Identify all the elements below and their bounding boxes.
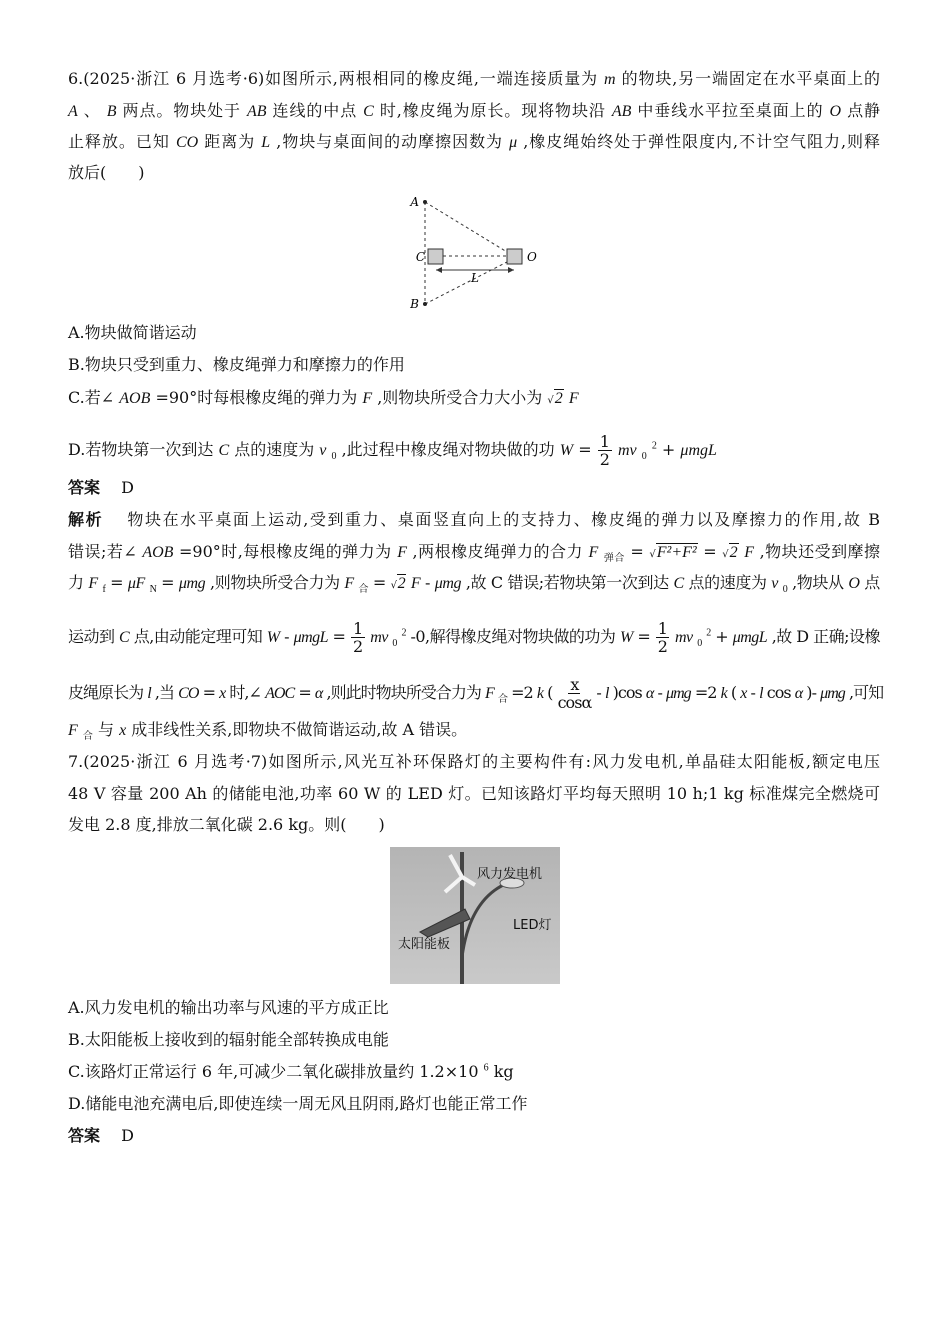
subscript: 0 (782, 584, 788, 596)
text-line (68, 573, 880, 596)
text-run: A.风力发电机的输出功率与风速的平方成正比 (68, 998, 389, 1017)
math-symbol: v (771, 575, 779, 592)
superscript: 6 (483, 1062, 489, 1074)
text-run: A.物块做简谐运动 (68, 323, 197, 342)
math-symbol: x (119, 722, 127, 739)
math-symbol: μmg (666, 685, 691, 702)
text-run: + (661, 440, 676, 459)
numerator: 1 (352, 619, 363, 638)
text-run: ,则此时物块所受合力为 (326, 683, 486, 702)
radical-sign-icon: √ (547, 395, 554, 406)
text-run: ( (547, 683, 553, 702)
math-symbol: CO (178, 685, 199, 702)
math-symbol: k (720, 685, 727, 702)
math-symbol: x (740, 685, 747, 702)
math-symbol: F (410, 575, 421, 592)
section-label: 答案 (68, 478, 101, 497)
text-line (68, 388, 880, 411)
text-run: 放后( ) (68, 163, 145, 182)
text-run: 距离为 (204, 132, 262, 151)
text-run: 点的速度为 (688, 573, 772, 592)
text-run: =2 (694, 683, 717, 702)
text-run: D (105, 1126, 134, 1145)
text-run: - (425, 573, 431, 592)
numerator: x (570, 675, 579, 694)
text-run: ,则物块所受合力为 (209, 573, 345, 592)
text-run: - (596, 683, 601, 702)
math-symbol: v (319, 442, 327, 459)
square-root (649, 542, 697, 565)
subscript: 合 (358, 584, 369, 596)
text-run: = (372, 573, 386, 592)
text-run: D.若物块第一次到达 (68, 440, 219, 459)
text-run: =90°时,每根橡皮绳的弹力为 (179, 542, 398, 561)
point-a (423, 200, 427, 204)
math-symbol: B (106, 103, 117, 120)
math-symbol: m (604, 71, 616, 88)
section-label: 答案 (68, 1126, 101, 1145)
math-symbol: mv (370, 629, 388, 646)
label-a: A (410, 195, 419, 209)
denominator: 2 (657, 637, 668, 656)
text-line (68, 720, 880, 741)
text-run: = (298, 683, 311, 702)
math-symbol: AOB (119, 390, 151, 407)
text-line (68, 998, 880, 1018)
street-lamp-photo (390, 847, 560, 984)
text-line (68, 323, 880, 343)
text-line (68, 1126, 880, 1146)
block-at-o (507, 249, 522, 264)
math-symbol: F (588, 544, 599, 561)
text-run: 的物块,另一端固定在水平桌面上的 (621, 69, 880, 88)
subscript: 0 (392, 638, 397, 650)
subscript: 0 (331, 451, 337, 463)
math-symbol: μmgL (293, 629, 328, 646)
label-c: C (415, 250, 425, 264)
fraction (558, 676, 592, 711)
math-symbol: CO (175, 134, 199, 151)
text-run: ,物块从 (792, 573, 849, 592)
subscript: 0 (697, 638, 702, 650)
text-run: 发电 2.8 度,排放二氧化碳 2.6 kg。则( ) (68, 815, 385, 834)
math-symbol: F (744, 544, 754, 561)
text-run: 点静 (847, 101, 880, 120)
text-run: 点 (864, 573, 880, 592)
radicand: F²+F² (656, 544, 697, 561)
band-b-o (425, 262, 507, 304)
math-symbol: F (397, 544, 407, 561)
radicand: 2 (554, 390, 563, 407)
subscript: 合 (82, 731, 93, 743)
math-symbol: F (88, 575, 98, 592)
text-line (68, 101, 880, 122)
text-run: -0,解得橡皮绳对物块做的功为 (410, 627, 620, 646)
radical-sign-icon: √ (722, 549, 729, 560)
math-symbol: mv (675, 629, 693, 646)
text-run: C.该路灯正常运行 6 年,可减少二氧化碳排放量约 1.2×10 (68, 1062, 479, 1081)
point-b (423, 302, 427, 306)
text-run: =2 (511, 683, 533, 702)
block-at-c (428, 249, 443, 264)
text-run: 时,橡皮绳为原长。现将物块沿 (379, 101, 612, 120)
math-symbol: AOC (265, 685, 295, 702)
text-run: ,则物块所受合力大小为 (377, 388, 543, 407)
math-symbol: l (604, 685, 609, 702)
math-symbol: α (314, 685, 323, 702)
fraction (656, 620, 670, 655)
label-wind-generator: 风力发电机 (477, 867, 543, 882)
math-symbol: C (218, 442, 230, 459)
math-symbol: C (673, 575, 684, 592)
text-line (68, 355, 880, 375)
text-run: D.储能电池充满电后,即使连续一周无风且阴雨,路灯也能正常工作 (68, 1094, 528, 1113)
label-b: B (410, 297, 419, 311)
math-symbol: F (344, 575, 354, 592)
subscript: 合 (497, 694, 507, 706)
radical-sign-icon: √ (649, 549, 656, 560)
math-symbol: μmg (434, 575, 462, 592)
subscript: N (149, 584, 157, 596)
text-run: =90°时每根橡皮绳的弹力为 (155, 388, 363, 407)
text-run: 成非线性关系,即物块不做简谐运动,故 A 错误。 (131, 720, 468, 739)
text-run: - (284, 627, 290, 646)
math-symbol: W (619, 629, 633, 646)
band-a-o (425, 202, 507, 252)
subscript: 弹合 (603, 553, 625, 565)
math-symbol: A (68, 103, 78, 120)
radicand: 2 (397, 575, 406, 592)
text-run: 错误;若∠ (68, 542, 137, 561)
math-symbol: AB (246, 103, 267, 120)
label-l: L (471, 271, 479, 285)
text-run: )- (806, 683, 817, 702)
rubber-band-diagram (405, 192, 545, 317)
text-line (68, 132, 880, 153)
math-symbol: L (261, 134, 271, 151)
math-symbol: μmgL (732, 629, 768, 646)
text-line (68, 478, 880, 498)
radicand: 2 (729, 544, 738, 561)
square-root (547, 388, 563, 411)
math-symbol: μF (127, 575, 145, 592)
text-run: = (630, 542, 644, 561)
math-symbol: μmg (820, 685, 845, 702)
text-run: + (715, 627, 729, 646)
text-run: 中垂线水平拉至桌面上的 (637, 101, 830, 120)
text-run: )cos (612, 683, 646, 702)
text-run: 点的速度为 (234, 440, 320, 459)
denominator: 2 (599, 450, 610, 469)
math-symbol: AOB (142, 544, 174, 561)
text-run: ,两根橡皮绳弹力的合力 (412, 542, 589, 561)
subscript: 0 (641, 451, 647, 463)
text-line (68, 752, 880, 772)
text-run: 物块在水平桌面上运动,受到重力、桌面竖直向上的支持力、橡皮绳的弹力以及摩擦力的作用,故 B (109, 510, 880, 529)
math-symbol: O (848, 575, 860, 592)
text-run: ,橡皮绳始终处于弹性限度内,不计空气阻力,则释 (523, 132, 881, 151)
superscript: 2 (706, 627, 711, 639)
text-run: 两点。物块处于 (122, 101, 247, 120)
text-run: 止释放。已知 (68, 132, 176, 151)
label-solar-panel: 太阳能板 (398, 937, 451, 952)
text-run: ,此过程中橡皮绳对物块做的功 (341, 440, 560, 459)
text-run: = (637, 627, 651, 646)
text-run: = (161, 573, 175, 592)
text-line (68, 815, 880, 835)
text-run: 运动到 (68, 627, 120, 646)
math-symbol: x (219, 685, 226, 702)
math-symbol: α (794, 685, 803, 702)
text-run: D (105, 478, 134, 497)
text-line (68, 163, 880, 183)
text-run: B.太阳能板上接收到的辐射能全部转换成电能 (68, 1030, 389, 1049)
math-symbol: O (829, 103, 842, 120)
text-run: ,当 (154, 683, 179, 702)
text-run: ,故 C 错误;若物块第一次到达 (465, 573, 674, 592)
math-symbol: α (645, 685, 654, 702)
text-run: 皮绳原长为 (68, 683, 148, 702)
subscript: f (102, 584, 106, 596)
text-line (68, 620, 880, 655)
text-run: C.若∠ (68, 388, 115, 407)
text-run: = (202, 683, 216, 702)
label-o: O (527, 250, 537, 264)
text-run: 连线的中点 (272, 101, 364, 120)
text-run: 6.(2025·浙江 6 月选考·6)如图所示,两根相同的橡皮绳,一端连接质量为 (68, 69, 605, 88)
text-run: 48 V 容量 200 Ah 的储能电池,功率 60 W 的 LED 灯。已知该路灯平均每天照明 10 h;1 kg 标准煤完全燃烧可 (68, 784, 880, 803)
fraction (598, 433, 612, 468)
math-symbol: μ (509, 134, 518, 151)
text-run: ,故 D 正确;设橡 (771, 627, 880, 646)
text-run: 、 (83, 101, 101, 120)
text-run: - (750, 683, 755, 702)
math-symbol: C (119, 629, 130, 646)
math-symbol: k (536, 685, 544, 702)
text-run: ( (730, 683, 737, 702)
radical-sign-icon: √ (390, 580, 397, 591)
math-symbol: F (68, 722, 78, 739)
text-line (68, 784, 880, 804)
square-root (391, 573, 407, 596)
math-symbol: l (147, 685, 151, 702)
text-run: = (332, 627, 346, 646)
math-symbol: mv (617, 442, 637, 459)
text-run: B.物块只受到重力、橡皮绳弹力和摩擦力的作用 (68, 355, 405, 374)
denominator: cosα (557, 693, 592, 712)
math-symbol: AB (611, 103, 632, 120)
text-run: 点,由动能定理可知 (133, 627, 267, 646)
superscript: 2 (401, 627, 406, 639)
math-symbol: F (568, 390, 579, 407)
math-symbol: W (266, 629, 280, 646)
text-line (68, 1062, 880, 1082)
text-run: = (578, 440, 592, 459)
superscript: 2 (651, 440, 657, 452)
math-symbol: μmgL (680, 442, 717, 459)
text-run: ,可知 (848, 683, 884, 702)
text-run: 力 (68, 573, 89, 592)
text-line (68, 433, 880, 468)
numerator: 1 (657, 619, 668, 638)
math-symbol: μmg (178, 575, 206, 592)
math-symbol: l (759, 685, 763, 702)
fraction (351, 620, 365, 655)
text-line (68, 510, 880, 530)
text-run: 时,∠ (229, 683, 261, 702)
square-root (722, 542, 738, 565)
text-run: ,物块与桌面间的动摩擦因数为 (276, 132, 510, 151)
text-line (68, 1030, 880, 1050)
text-run: - (657, 683, 662, 702)
text-run: cos (766, 683, 795, 702)
text-run: = (703, 542, 717, 561)
math-symbol: W (559, 442, 574, 459)
math-symbol: F (485, 685, 494, 702)
section-label: 解析 (68, 510, 104, 529)
math-symbol: F (362, 390, 373, 407)
text-line (68, 1094, 880, 1114)
text-run: = (110, 573, 124, 592)
text-line (68, 675, 884, 712)
text-line (68, 69, 880, 90)
label-led-lamp: LED灯 (513, 918, 552, 933)
text-run: 与 (97, 720, 120, 739)
text-line (68, 542, 880, 565)
numerator: 1 (599, 432, 610, 451)
text-run: kg (493, 1062, 514, 1081)
text-run: 7.(2025·浙江 6 月选考·7)如图所示,风光互补环保路灯的主要构件有:风力发电机,单晶硅太阳能板,额定电压 (68, 752, 880, 771)
text-run: ,物块还受到摩擦 (759, 542, 881, 561)
math-symbol: C (363, 103, 374, 120)
denominator: 2 (352, 637, 363, 656)
